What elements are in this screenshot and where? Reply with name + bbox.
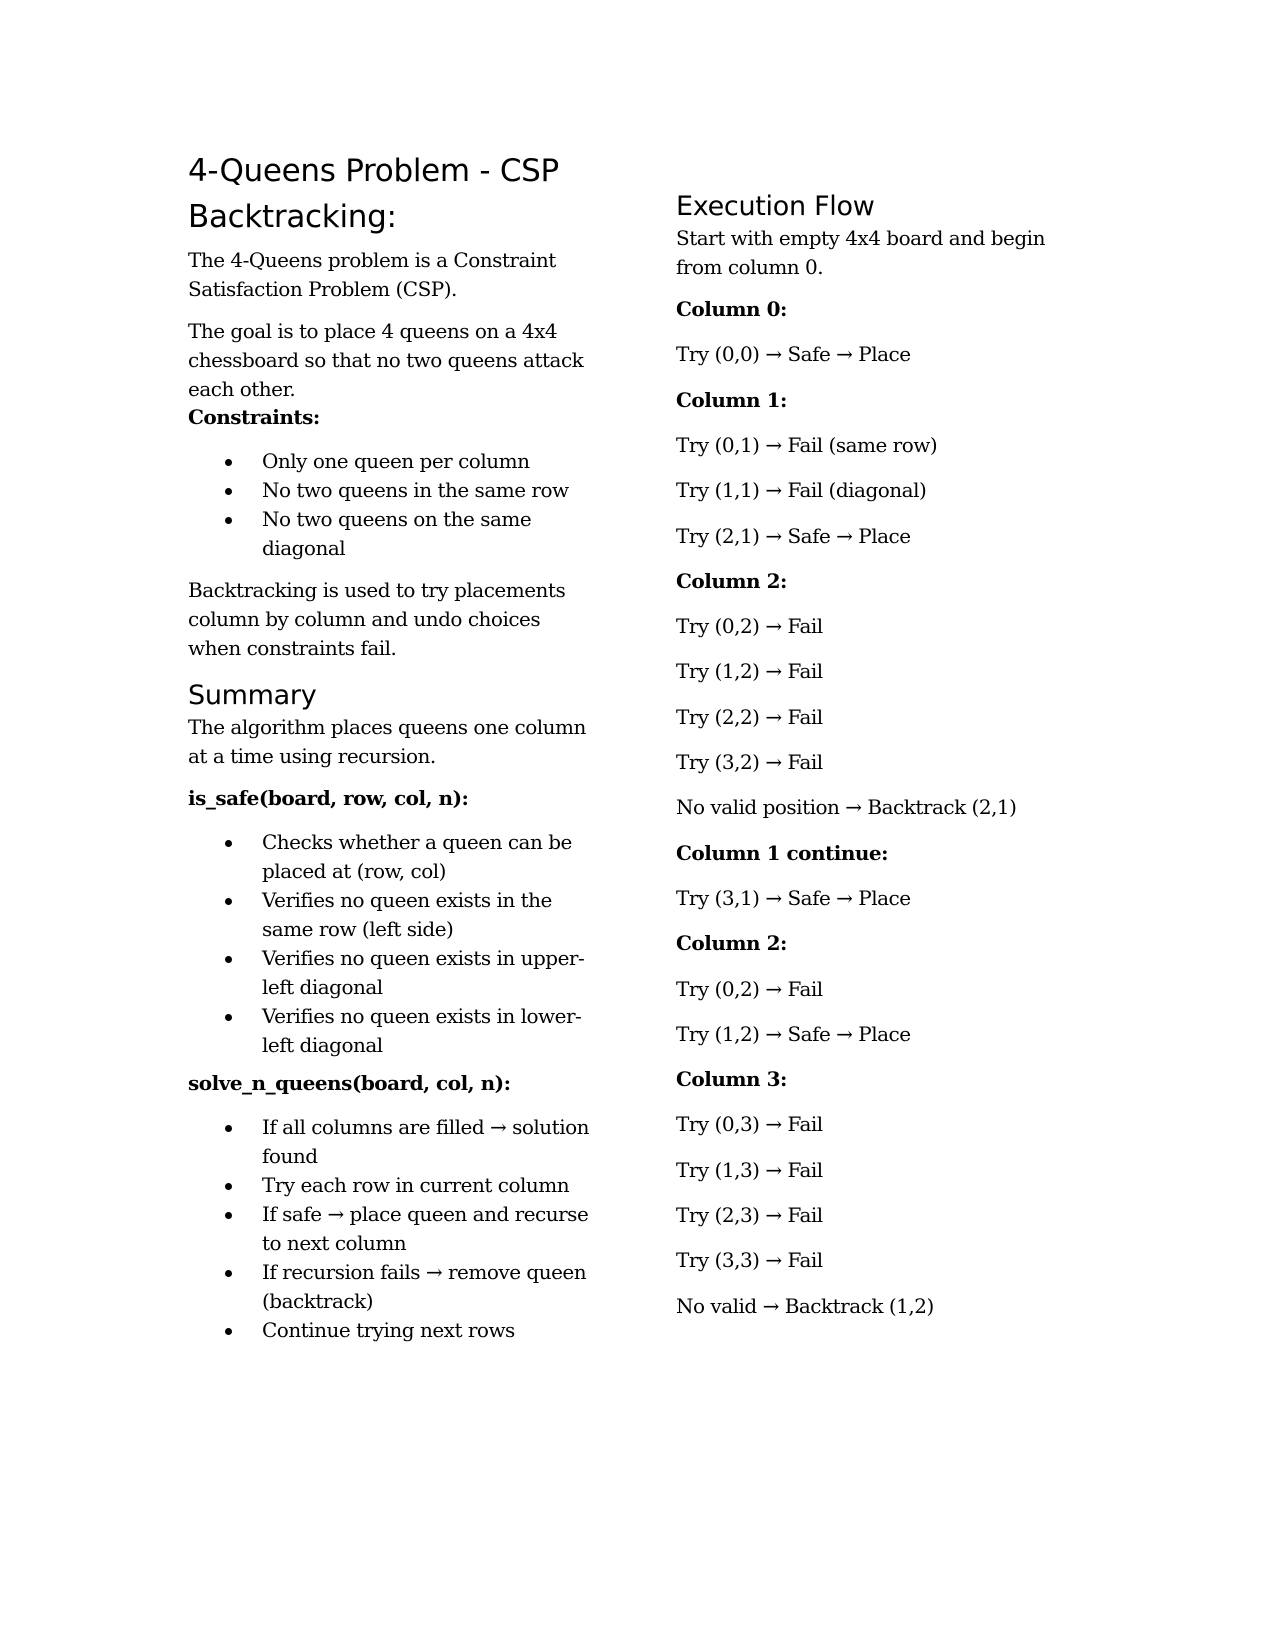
summary-heading: Summary [188, 680, 317, 711]
step-line: Try (3,1) → Safe → Place [676, 885, 911, 910]
step-line: Try (0,1) → Fail (same row) [676, 432, 938, 457]
bullet-icon [225, 1014, 232, 1021]
step-line: Try (0,3) → Fail [676, 1112, 823, 1137]
page-title: 4-Queens Problem - CSP Backtracking: [188, 153, 559, 235]
step-line: Try (1,2) → Safe → Place [676, 1021, 911, 1046]
list-item: If safe → place queen and recurse to next column [188, 1200, 608, 1258]
bullet-icon [225, 1270, 232, 1277]
bullet-icon [225, 459, 232, 466]
step-line: No valid position → Backtrack (2,1) [676, 795, 1017, 820]
bullet-icon [225, 1328, 232, 1335]
bullet-icon [225, 1125, 232, 1132]
step-line: Try (3,3) → Fail [676, 1248, 823, 1273]
step-line: Try (2,2) → Fail [676, 704, 823, 729]
bullet-icon [225, 517, 232, 524]
list-item: No two queens on the same diagonal [188, 505, 598, 563]
step-line: Try (0,2) → Fail [676, 976, 823, 1001]
bullet-icon [225, 488, 232, 495]
step-heading: Column 1 continue: [676, 840, 889, 865]
step-heading: Column 2: [676, 568, 787, 593]
execution-intro: Start with empty 4x4 board and begin from column 0. [676, 226, 1045, 279]
step-line: Try (1,3) → Fail [676, 1157, 823, 1182]
intro-paragraph-2: The goal is to place 4 queens on a 4x4 chessboard so that no two queens attack each other. [188, 319, 584, 401]
execution-flow-heading: Execution Flow [676, 191, 875, 222]
list-item: No two queens in the same row [188, 476, 598, 505]
step-heading: Column 0: [676, 297, 787, 321]
solve-list [188, 1113, 608, 1345]
list-item: Only one queen per column [188, 447, 598, 476]
bullet-icon [225, 956, 232, 963]
intro-paragraph-1: The 4-Queens problem is a Constraint Satisfaction Problem (CSP). [188, 248, 556, 301]
bullet-icon [225, 898, 232, 905]
step-line: Try (0,0) → Safe → Place [676, 342, 911, 367]
constraints-list [188, 447, 598, 563]
summary-paragraph: The algorithm places queens one column at a time using recursion. [188, 715, 586, 768]
step-line: Try (3,2) → Fail [676, 750, 823, 774]
step-heading: Column 1: [676, 387, 787, 412]
step-line: No valid → Backtrack (1,2) [676, 1293, 934, 1318]
list-item: Verifies no queen exists in upper-left diagonal [188, 944, 598, 1002]
solve-heading: solve_n_queens(board, col, n): [188, 1071, 511, 1095]
bullet-icon [225, 1183, 232, 1190]
step-heading: Column 2: [676, 931, 787, 956]
list-item: Verifies no queen exists in lower-left diagonal [188, 1002, 598, 1060]
list-item: Try each row in current column [188, 1171, 608, 1200]
constraints-heading: Constraints: [188, 405, 320, 429]
is-safe-heading: is_safe(board, row, col, n): [188, 786, 469, 810]
is-safe-list [188, 828, 598, 1060]
step-line: Try (0,2) → Fail [676, 614, 823, 639]
step-line: Try (1,1) → Fail (diagonal) [676, 478, 927, 503]
bullet-icon [225, 840, 232, 847]
step-line: Try (1,2) → Fail [676, 659, 823, 684]
list-item: If recursion fails → remove queen (backtrack) [188, 1258, 608, 1316]
step-heading: Column 3: [676, 1067, 787, 1092]
list-item: Continue trying next rows [188, 1316, 608, 1345]
step-line: Try (2,1) → Safe → Place [676, 523, 911, 548]
step-line: Try (2,3) → Fail [676, 1203, 823, 1227]
list-item: Checks whether a queen can be placed at (row, col) [188, 828, 598, 886]
list-item: If all columns are filled → solution found [188, 1113, 608, 1171]
list-item: Verifies no queen exists in the same row (left side) [188, 886, 598, 944]
backtracking-paragraph: Backtracking is used to try placements column by column and undo choices when constraints fail. [188, 578, 566, 660]
bullet-icon [225, 1212, 232, 1219]
